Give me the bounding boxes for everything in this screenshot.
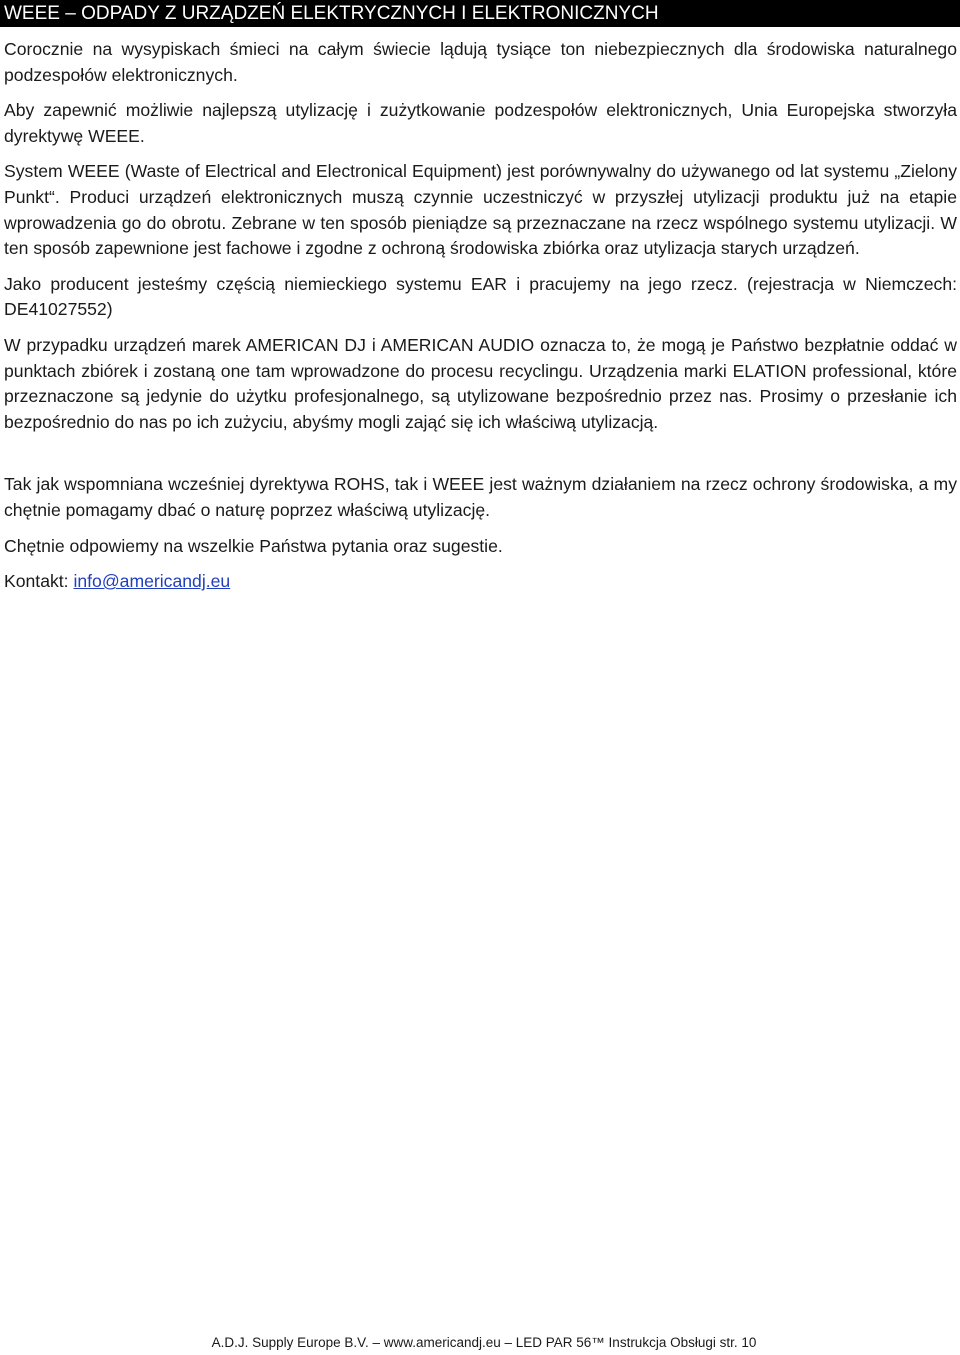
paragraph-weee-system: System WEEE (Waste of Electrical and Electronical Equipment) jest porównywalny do używanego od lat systemu „Zielony Punkt“. Produci urządzeń elektronicznych muszą czynnie uczestniczyć w przyszłej utylizacji produktu już na etapie wprowadzenia go do obrotu. Zebrane w ten sposób pieniądze są przeznaczane na rzecz wspólnego systemu utylizacji. W ten sposób zapewnione jest fachowe i zgodne z ochroną środowiska zbiórka oraz utylizacja starych urządzeń. xyxy=(4,161,957,259)
paragraph-questions: Chętnie odpowiemy na wszelkie Państwa pytania oraz sugestie. xyxy=(4,535,503,556)
paragraph-brands-disposal: W przypadku urządzeń marek AMERICAN DJ i AMERICAN AUDIO oznacza to, że mogą je Państwo bezpłatnie oddać w punktach zbiórek i zostaną one tam wprowadzone do procesu recyclingu. Urządzenia marki ELATION professional, które przeznaczone są jedynie do użytku profesjonalnego, są utylizowane bezpośrednio przez nas. Prosimy o przesłanie ich bezpośrednio do nas po ich zużyciu, abyśmy mogli zająć się ich właściwą utylizacją. xyxy=(4,334,957,432)
contact-line xyxy=(4,569,957,595)
paragraph-intro: Corocznie na wysypiskach śmieci na całym świecie lądują tysiące ton niebezpiecznych dla środowiska naturalnego podzespołów elektronicznych. xyxy=(4,39,957,85)
page-title: WEEE – ODPADY Z URZĄDZEŃ ELEKTRYCZNYCH I ELEKTRONICZNYCH xyxy=(0,0,960,27)
paragraph-eu-directive: Aby zapewnić możliwie najlepszą utylizację i zużytkowanie podzespołów elektronicznych, Unia Europejska stworzyła dyrektywę WEEE. xyxy=(4,100,957,146)
contact-email-link[interactable]: info@americandj.eu xyxy=(73,571,231,592)
contact-label: Kontakt: xyxy=(4,571,74,592)
paragraph-rohs: Tak jak wspomniana wcześniej dyrektywa ROHS, tak i WEEE jest ważnym działaniem na rzecz ochrony środowiska, a my chętnie pomagamy dbać o naturę poprzez właściwą utylizację. xyxy=(4,474,957,520)
page-footer: A.D.J. Supply Europe B.V. – www.americandj.eu – LED PAR 56™ Instrukcja Obsługi str. 10 xyxy=(211,1335,757,1350)
paragraph-ear-registration: Jako producent jesteśmy częścią niemieckiego systemu EAR i pracujemy na jego rzecz. (rejestracja w Niemczech: DE41027552) xyxy=(4,273,957,320)
document-body xyxy=(4,37,957,605)
